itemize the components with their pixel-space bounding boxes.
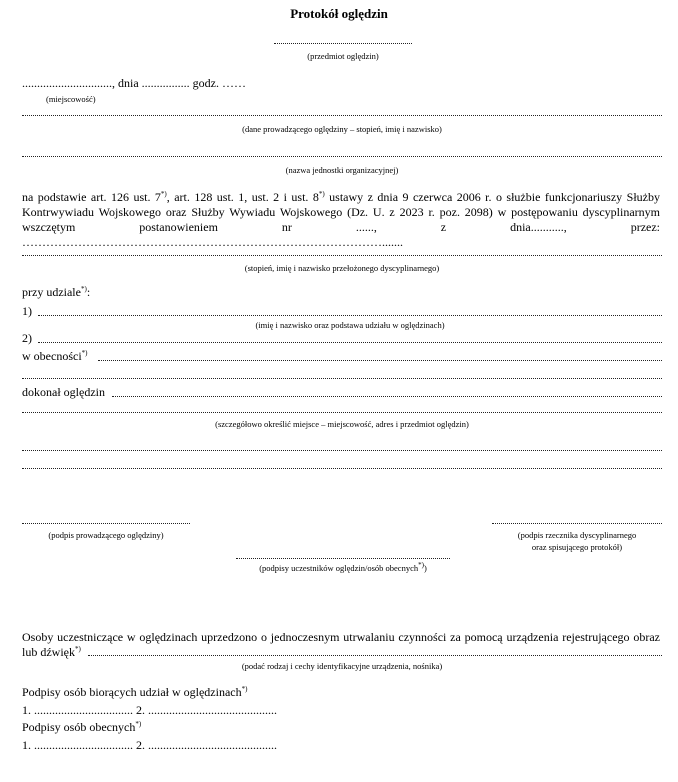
time-field[interactable]: …… [222, 76, 246, 90]
recording-paragraph: Osoby uczestniczące w oględzinach uprzedzono o jednoczesnym utrwalaniu czynności za pomocą urządzenia rejestrującego obraz lub dźwięk*) [22, 630, 660, 659]
spokesman-signature-caption-2: oraz spisującego protokół) [531, 542, 623, 552]
subject-field[interactable] [274, 43, 412, 44]
performed-field-2[interactable] [22, 412, 662, 413]
participant-1-number: 1) [22, 304, 32, 318]
footnote-mark: *) [160, 190, 167, 198]
participant-caption: (imię i nazwisko oraz podstawa udziału w oględzinach) [255, 320, 445, 330]
conductor-caption: (dane prowadzącego oględziny – stopień, imię i nazwisko) [242, 124, 442, 134]
performed-field-3[interactable] [22, 450, 662, 451]
participants-signature-field[interactable] [236, 558, 450, 559]
participant-1-field[interactable] [38, 315, 662, 316]
spokesman-signature-field[interactable] [492, 523, 662, 524]
presence-field[interactable] [98, 360, 662, 361]
participation-label: przy udziale*): [22, 285, 91, 299]
footnote-mark: *) [318, 190, 325, 198]
participants-signatures-label: Podpisy osób biorących udział w oględzinach*) [22, 685, 248, 699]
subject-caption: (przedmiot oględzin) [307, 51, 379, 61]
performed-caption: (szczegółowo określić miejsce – miejscowość, adres i przedmiot oględzin) [215, 419, 469, 429]
participants-signature-row[interactable]: 1. ................................. 2. ........................................... [22, 703, 277, 717]
conductor-field[interactable] [22, 115, 662, 116]
place-caption: (miejscowość) [46, 94, 96, 104]
day-label: , dnia [112, 76, 139, 90]
document-title: Protokół oględzin [290, 6, 388, 21]
day-field[interactable]: ................ [141, 76, 190, 90]
recording-device-field[interactable] [88, 655, 662, 656]
unit-caption: (nazwa jednostki organizacyjnej) [285, 165, 399, 175]
present-signatures-label: Podpisy osób obecnych*) [22, 720, 142, 734]
recording-caption: (podać rodzaj i cechy identyfikacyjne urządzenia, nośnika) [241, 661, 443, 671]
participant-2-number: 2) [22, 331, 32, 345]
presence-field-2[interactable] [22, 378, 662, 379]
place-date-line [22, 76, 246, 90]
unit-field[interactable] [22, 156, 662, 157]
performed-field[interactable] [112, 396, 662, 397]
time-label: godz. [192, 76, 219, 90]
participants-signature-caption: (podpisy uczestników oględzin/osób obecnych*)) [259, 561, 427, 573]
spokesman-signature-caption-1: (podpis rzecznika dyscyplinarnego [517, 530, 637, 540]
presence-label: w obecności*) [22, 349, 88, 363]
present-signature-row[interactable]: 1. ................................. 2. ........................................... [22, 738, 277, 752]
superior-caption: (stopień, imię i nazwisko przełożonego dyscyplinarnego) [244, 263, 440, 273]
participant-2-field[interactable] [38, 342, 662, 343]
conductor-signature-caption: (podpis prowadzącego oględziny) [48, 530, 164, 540]
place-field[interactable]: .............................. [22, 76, 112, 90]
conductor-signature-field[interactable] [22, 523, 190, 524]
legal-basis-paragraph: na podstawie art. 126 ust. 7*), art. 128 ust. 1, ust. 2 i ust. 8*) ustawy z dnia 9 czerwca 2006 r. o służbie funkcjonariuszy Służby Kontrwywiadu Wojskowego oraz Służby Wywiadu Wojskowego (Dz. U. z 2023 r. poz. 2098) w postępowaniu dyscyplinarnym wszczętym postanowieniem nr ......, z dnia..........., przez: ………………………………………………………………………………....... [22, 190, 660, 249]
performed-field-4[interactable] [22, 468, 662, 469]
performed-label: dokonał oględzin [22, 385, 105, 399]
superior-field[interactable] [22, 255, 662, 256]
